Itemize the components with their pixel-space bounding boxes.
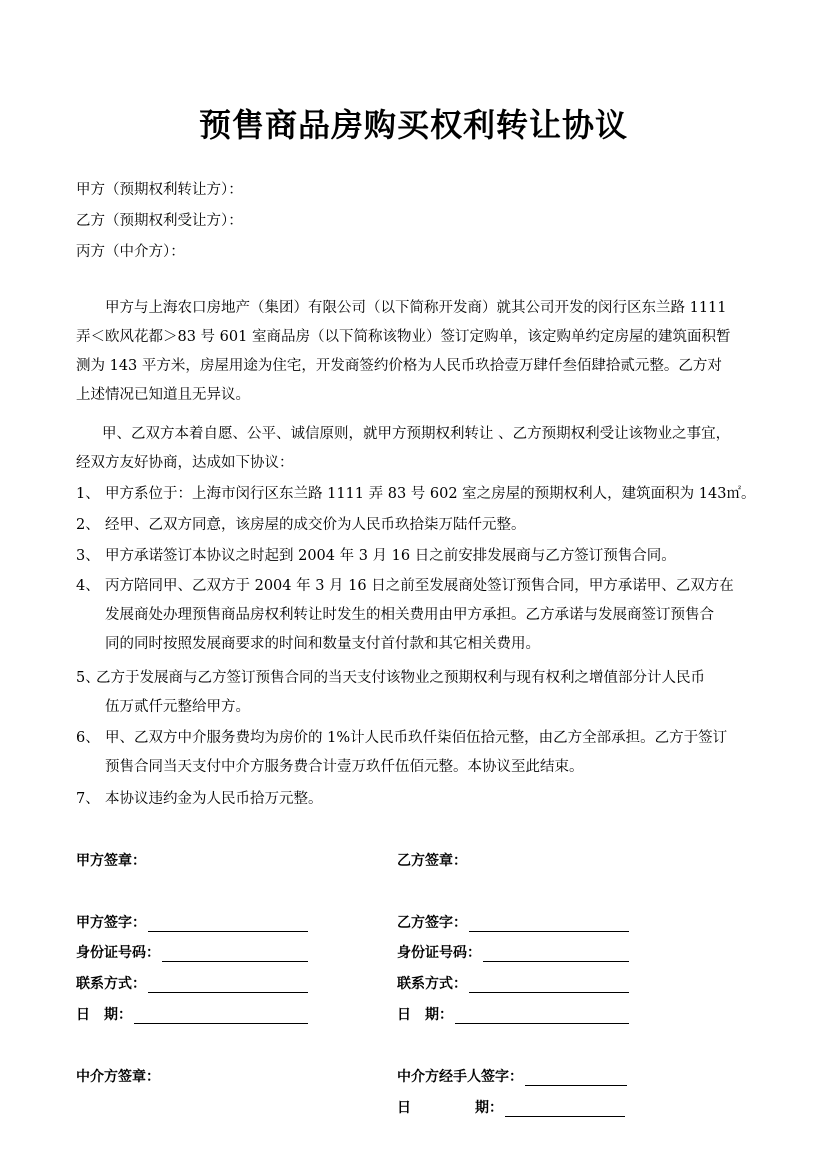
paragraph-line: 弄＜欧风花都＞83 号 601 室商品房（以下简称该物业）签订定购单，该定购单约定房屋的建筑面积暂 (76, 329, 731, 345)
clause-text: 发展商处办理预售商品房权利转让时发生的相关费用由甲方承担。乙方承诺与发展商签订预售合 (105, 607, 714, 623)
clause-text: 甲方系位于：上海市闵行区东兰路 1111 弄 83 号 602 室之房屋的预期权利人，建筑面积为 143㎡。 (105, 486, 756, 502)
clause-text: 本协议违约金为人民币拾万元整。 (105, 791, 323, 807)
intro-paragraph (76, 294, 752, 410)
clause-number: 4、 (76, 578, 100, 594)
agreement-paragraph (76, 420, 752, 478)
clause-text: 同的同时按照发展商要求的时间和数量支付首付款和其它相关费用。 (105, 636, 540, 652)
party-a-contact-row (76, 973, 308, 993)
clause-text: 乙方于发展商与乙方签订预售合同的当天支付该物业之预期权利与现有权利之增值部分计人民币 (96, 670, 705, 686)
party-b-contact-line[interactable] (469, 976, 629, 993)
party-a-date-label: 日 期： (76, 1007, 132, 1023)
clause-number: 1、 (76, 486, 100, 502)
party-b-date-line[interactable] (455, 1007, 629, 1024)
party-b-signature-label: 乙方签字： (397, 915, 467, 931)
clause-7 (76, 785, 756, 814)
party-b-id-label: 身份证号码： (397, 945, 481, 961)
party-a-id-label: 身份证号码： (76, 945, 160, 961)
party-b-id-line[interactable] (483, 945, 629, 962)
clause-number: 2、 (76, 517, 100, 533)
clause-1 (76, 480, 756, 509)
clause-number: 3、 (76, 548, 100, 564)
paragraph-line: 甲方与上海农口房地产（集团）有限公司（以下简称开发商）就其公司开发的闵行区东兰路 1111 (105, 300, 727, 316)
party-a-signature-row (76, 912, 308, 932)
party-a-label: 甲方（预期权利转让方）： (76, 182, 243, 198)
agent-seal-label: 中介方签章： (76, 1069, 160, 1085)
agent-date-label-left: 日 (397, 1100, 411, 1116)
clause-number: 5、 (76, 670, 100, 686)
clause-text: 经甲、乙双方同意，该房屋的成交价为人民币玖拾柒万陆仟元整。 (105, 517, 526, 533)
clause-number: 7、 (76, 791, 100, 807)
clause-4 (76, 572, 756, 662)
clause-5 (76, 664, 756, 722)
party-b-date-row (397, 1004, 629, 1024)
party-b-label: 乙方（预期权利受让方）： (76, 213, 243, 229)
paragraph-line: 上述情况已知道且无异议。 (76, 387, 250, 403)
agent-signature-line[interactable] (525, 1069, 627, 1086)
clause-text: 预售合同当天支付中介方服务费合计壹万玖仟伍佰元整。本协议至此结束。 (105, 759, 584, 775)
clause-text: 甲、乙双方中介服务费均为房价的 1%计人民币玖仟柒佰伍拾元整，由乙方全部承担。乙方于签订 (105, 730, 728, 746)
agent-date-row (397, 1097, 625, 1117)
clause-text: 甲方承诺签订本协议之时起到 2004 年 3 月 16 日之前安排发展商与乙方签订预售合同。 (105, 548, 676, 564)
party-a-seal-label: 甲方签章： (76, 853, 146, 869)
agent-signature-label: 中介方经手人签字： (397, 1069, 523, 1085)
clause-2 (76, 511, 756, 540)
party-a-id-line[interactable] (162, 945, 308, 962)
clause-text: 伍万贰仟元整给甲方。 (105, 699, 250, 715)
party-b-seal-label: 乙方签章： (397, 853, 467, 869)
party-a-date-row (76, 1004, 308, 1024)
party-a-contact-label: 联系方式： (76, 976, 146, 992)
party-b-contact-row (397, 973, 629, 993)
agent-date-label-right: 期： (475, 1100, 503, 1116)
clause-number: 6、 (76, 730, 100, 746)
party-b-id-row (397, 942, 629, 962)
agent-signature-row (397, 1066, 627, 1086)
agent-date-line[interactable] (505, 1100, 625, 1117)
party-a-id-row (76, 942, 308, 962)
clause-text: 丙方陪同甲、乙双方于 2004 年 3 月 16 日之前至发展商处签订预售合同，甲方承诺甲、乙双方在 (105, 578, 734, 594)
party-c-label: 丙方（中介方）： (76, 244, 185, 260)
party-b-signature-row (397, 912, 629, 932)
party-a-signature-line[interactable] (148, 915, 308, 932)
paragraph-line: 甲、乙双方本着自愿、公平、诚信原则，就甲方预期权利转让 、乙方预期权利受让该物业之事宜， (102, 426, 731, 442)
party-b-date-label: 日 期： (397, 1007, 453, 1023)
paragraph-line: 测为 143 平方米，房屋用途为住宅，开发商签约价格为人民币玖拾壹万肆仟叁佰肆拾贰元整。乙方对 (76, 358, 722, 374)
clause-3 (76, 542, 756, 571)
paragraph-line: 经双方友好协商，达成如下协议： (76, 455, 294, 471)
party-b-signature-line[interactable] (469, 915, 629, 932)
document-title: 预售商品房购买权利转让协议 (198, 106, 628, 144)
party-a-date-line[interactable] (134, 1007, 308, 1024)
party-b-contact-label: 联系方式： (397, 976, 467, 992)
clause-6 (76, 724, 756, 782)
party-a-signature-label: 甲方签字： (76, 915, 146, 931)
party-a-contact-line[interactable] (148, 976, 308, 993)
